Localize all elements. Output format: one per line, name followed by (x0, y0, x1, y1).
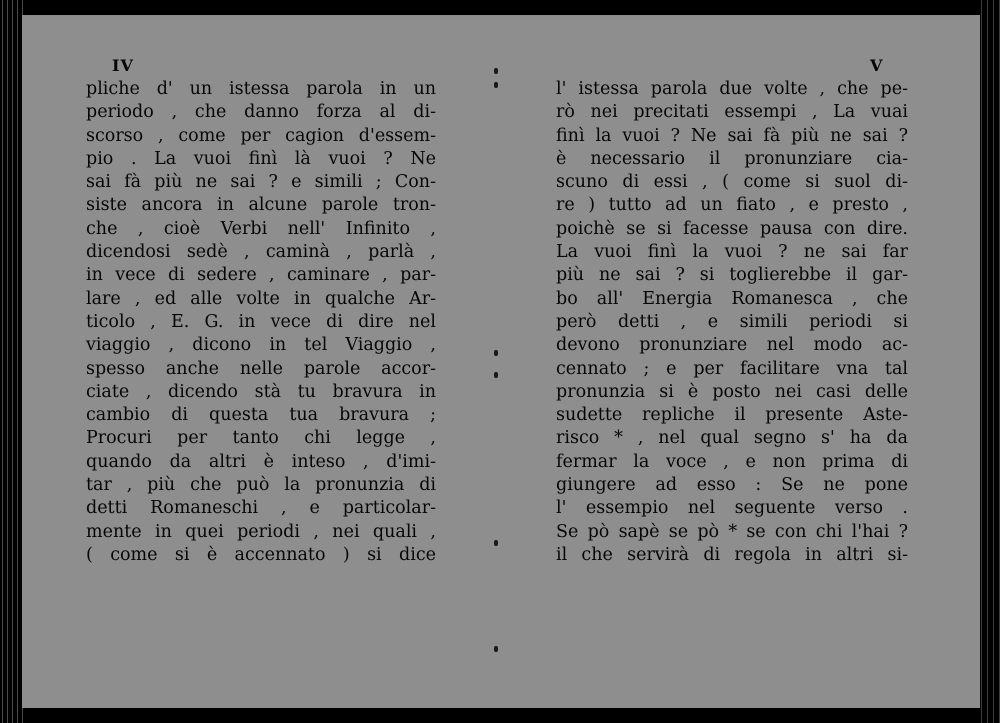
text-line: rò nei precitati essempi , La vuai (556, 102, 908, 123)
page-text (556, 78, 908, 567)
text-line: quando da altri è inteso , d'imi- (86, 451, 436, 472)
text-line: tar , più che può la pronunzia di (86, 475, 436, 496)
text-line: risco * , nel qual segno s' ha da (556, 428, 908, 449)
text-line: devono pronunziare nel modo ac- (556, 335, 908, 356)
text-line: Se pò sapè se pò * se con chi l'hai ? (556, 521, 908, 542)
text-line: cennato ; e per facilitare vna tal (556, 358, 908, 379)
text-line: periodo , che danno forza al di- (86, 102, 436, 123)
text-line: finì la vuoi ? Ne sai fà più ne sai ? (556, 125, 908, 146)
text-line: ( come si è accennato ) si dice (86, 544, 436, 565)
text-line: viaggio , dicono in tel Viaggio , (86, 335, 436, 356)
left-page-edge (0, 0, 24, 723)
text-line: siste ancora in alcune parole tron- (86, 195, 436, 216)
text-line: pronunzia si è posto nei casi delle (556, 381, 908, 402)
text-line: fermar la voce , e non prima di (556, 451, 908, 472)
text-line: ticolo , E. G. in vece di dire nel (86, 311, 436, 332)
text-line: sai fà più ne sai ? e simili ; Con- (86, 172, 436, 193)
book-gutter (492, 60, 502, 660)
text-line: scuno di essi , ( come si suol di- (556, 172, 908, 193)
text-line: ciate , dicendo stà tu bravura in (86, 381, 436, 402)
text-line: detti Romaneschi , e particolar- (86, 498, 436, 519)
text-line: pio . La vuoi finì là vuoi ? Ne (86, 148, 436, 169)
text-line: scorso , come per cagion d'essem- (86, 125, 436, 146)
text-line: bo all' Energia Romanesca , che (556, 288, 908, 309)
text-line: pliche d' un istessa parola in un (86, 79, 436, 99)
text-line: è necessario il pronunziare cia- (556, 148, 908, 169)
text-line: sudette repliche il presente Aste- (556, 405, 908, 426)
text-line: che , cioè Verbi nell' Infinito , (86, 218, 436, 239)
text-line: La vuoi finì la vuoi ? ne sai far (556, 242, 908, 263)
text-line: mente in quei periodi , nei quali , (86, 521, 436, 542)
text-line: spesso anche nelle parole accor- (86, 358, 436, 379)
right-page-edge (978, 0, 1000, 723)
text-line: giungere ad esso : Se ne pone (556, 475, 908, 496)
page-text (86, 78, 436, 567)
text-line: re ) tutto ad un fiato , e presto , (556, 195, 908, 216)
text-line: in vece di sedere , caminare , par- (86, 265, 436, 286)
text-line: dicendosi sedè , caminà , parlà , (86, 242, 436, 263)
text-line: l' essempio nel seguente verso . (556, 498, 908, 519)
text-line: il che servirà di regola in altri si- (556, 544, 908, 565)
text-line: però detti , e simili periodi si (556, 311, 908, 332)
text-line: Procuri per tanto chi legge , (86, 428, 436, 449)
text-line: poichè se si facesse pausa con dire. (556, 218, 908, 239)
text-line: cambio di questa tua bravura ; (86, 405, 436, 426)
text-line: l' istessa parola due volte , che pe- (556, 79, 908, 99)
text-line: lare , ed alle volte in qualche Ar- (86, 288, 436, 309)
page-number: V (870, 56, 884, 75)
text-line: più ne sai ? si toglierebbe il gar- (556, 265, 908, 286)
page-number: IV (112, 56, 134, 75)
